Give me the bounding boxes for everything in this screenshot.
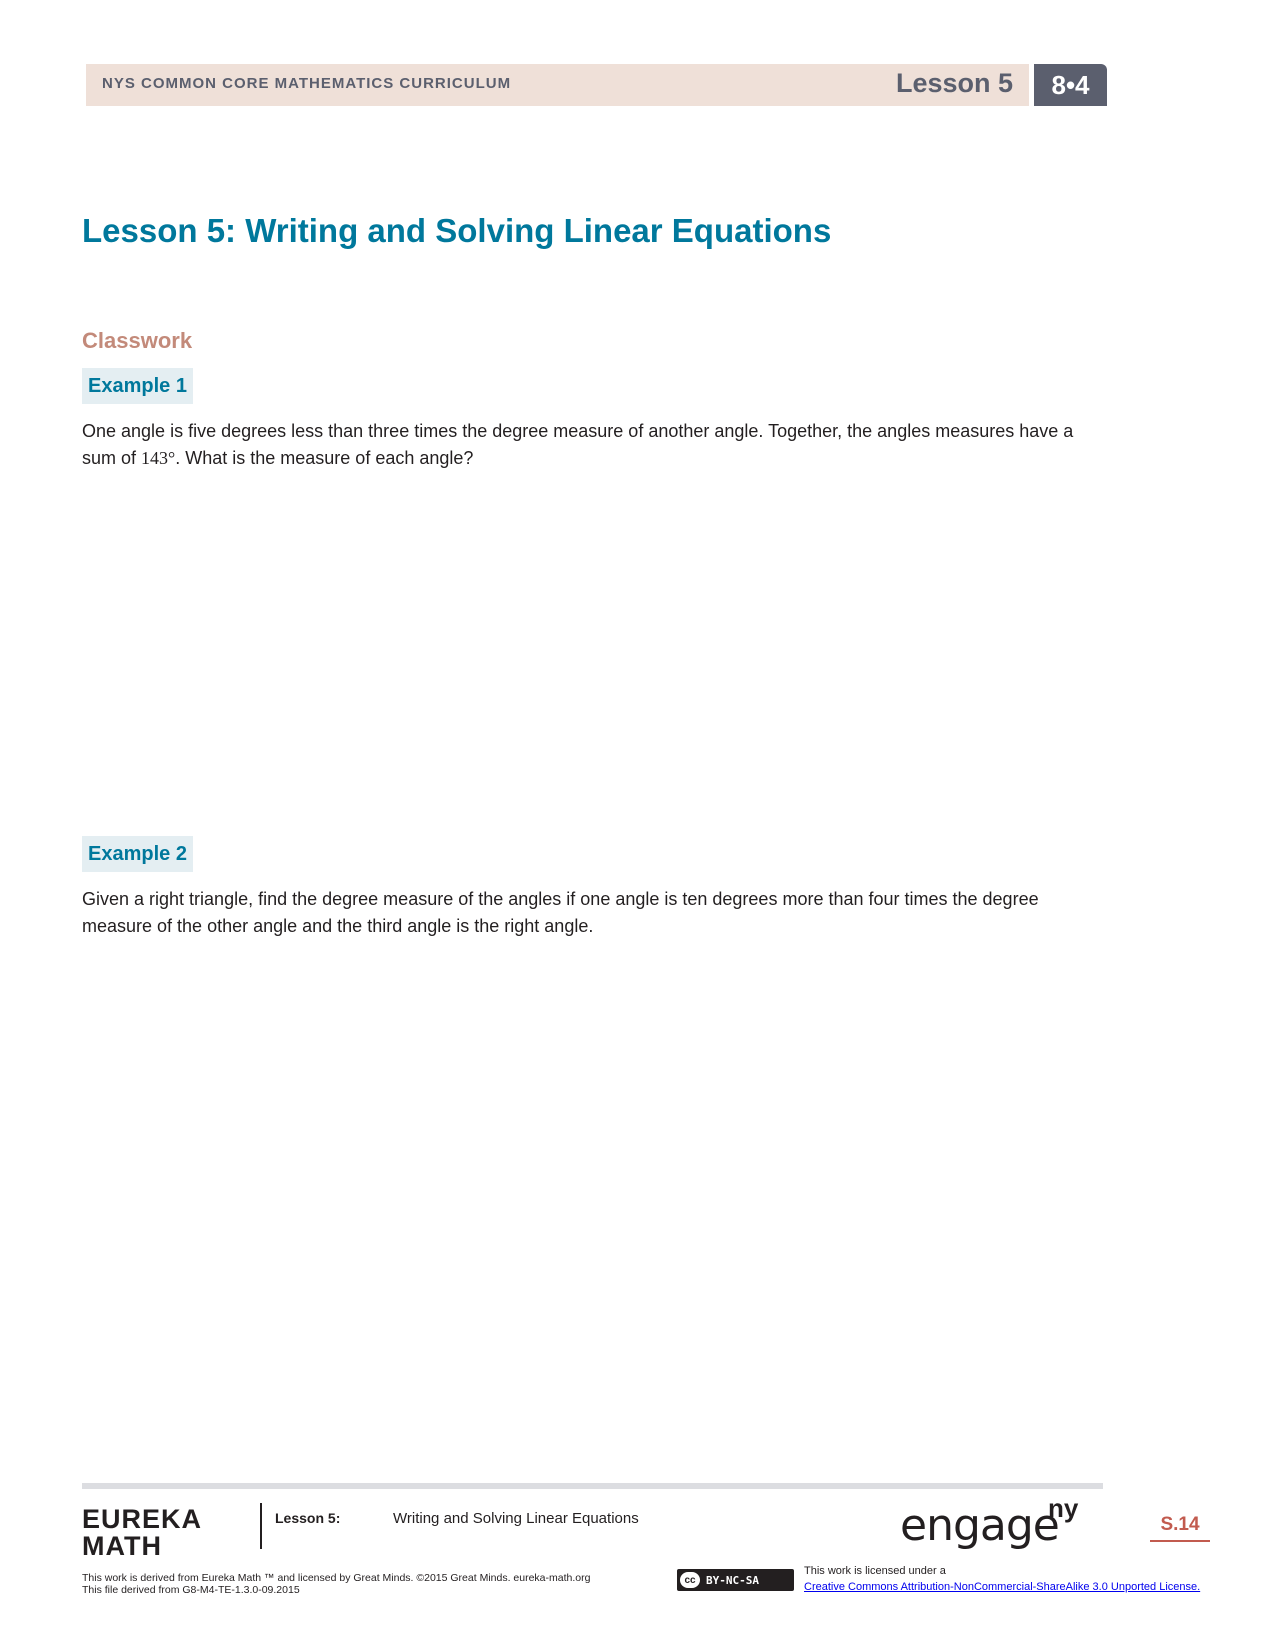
example-1-label: Example 1 <box>82 368 193 404</box>
example-1-math: 143° <box>141 448 176 468</box>
section-heading: Classwork <box>82 328 193 353</box>
example-2-label: Example 2 <box>82 836 193 872</box>
footer-divider <box>260 1503 262 1549</box>
license-intro: This work is licensed under a <box>804 1565 946 1577</box>
page-number: S.14 <box>1150 1514 1210 1542</box>
example-1-text-part1: One angle is five degrees less than three times the degree measure of another angle. Together, the angles measures have a sum of <box>82 421 1074 468</box>
module-badge: 8•4 <box>1034 64 1107 106</box>
header-lesson-label: Lesson 5 <box>895 68 1013 98</box>
logo-line-2: MATH <box>82 1531 162 1561</box>
engageny-logo: engage <box>900 1500 1059 1551</box>
footer-lesson-title: Writing and Solving Linear Equations <box>393 1510 639 1527</box>
cc-license-badge <box>677 1569 794 1591</box>
license-link[interactable]: Creative Commons Attribution-NonCommercial-ShareAlike 3.0 Unported License. <box>804 1581 1201 1593</box>
engageny-logo-sup: ny <box>1048 1493 1079 1523</box>
logo-line-1: EUREKA <box>82 1504 203 1534</box>
example-1-text <box>82 418 1102 472</box>
footer-rule <box>82 1483 1103 1489</box>
page-title: Lesson 5: Writing and Solving Linear Equations <box>82 212 832 249</box>
footer-lesson-label: Lesson 5: <box>275 1510 341 1526</box>
derived-line-2: This file derived from G8-M4-TE-1.3.0-09.2015 <box>82 1584 300 1596</box>
example-1-text-part2: . What is the measure of each angle? <box>175 448 474 468</box>
curriculum-title: NYS COMMON CORE MATHEMATICS CURRICULUM <box>102 75 512 92</box>
eureka-math-logo <box>82 1506 202 1560</box>
derived-notice <box>82 1572 590 1596</box>
cc-icon: cc <box>680 1572 700 1588</box>
cc-badge-text: BY-NC-SA <box>706 1573 759 1587</box>
example-2-text: Given a right triangle, find the degree measure of the angles if one angle is ten degrees more than four times the degree measure of the other angle and the third angle is the right angle. <box>82 889 1039 936</box>
derived-line-1: This work is derived from Eureka Math ™ and licensed by Great Minds. ©2015 Great Minds. eureka-math.org <box>82 1572 591 1584</box>
